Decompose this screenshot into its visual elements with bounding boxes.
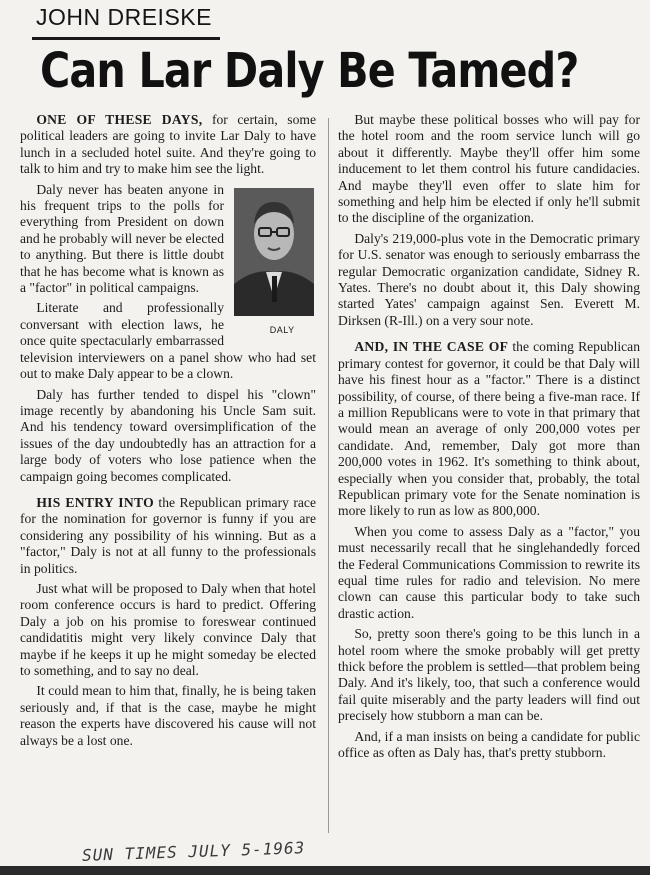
paragraph-3	[338, 339, 640, 519]
paragraph-4	[20, 387, 316, 485]
paragraph-text: But maybe these political bosses who will pay for the hotel room and the room service lunch will go about it differently. Maybe they'll offer him some inducement to let them control his future candidacies. And maybe they'll even offer to slate him for something and help him be elected if only he'll submit to the discipline of the organization.	[338, 112, 640, 226]
paragraph-1	[20, 112, 316, 178]
headline: Can Lar Daly Be Tamed?	[40, 43, 579, 99]
portrait-figure	[232, 188, 316, 338]
byline: JOHN DREISKE	[36, 4, 212, 30]
paragraph-text: the Republican primary race for the nomination for governor is funny if you are considering any possibility of his winning. But as a "factor," Daly is not at all funny to the professionals in politics.	[20, 494, 316, 576]
paragraph-text: It could mean to him that, finally, he is being taken seriously and, if that is the case, maybe he might reason the experts have discovered his cause will not always be a lost one.	[20, 683, 316, 748]
lead-in: AND, IN THE CASE OF	[354, 339, 509, 355]
paragraph-text: Daly never has beaten anyone in his frequent trips to the polls for everything from President on down and he probably will never be elected to anything. But there is little doubt that he has become what is known as a "factor" in political campaigns.	[20, 181, 224, 296]
column-divider	[328, 118, 329, 833]
paragraph-5	[338, 626, 640, 724]
paragraph-7	[20, 683, 316, 749]
paragraph-6	[338, 729, 640, 762]
paragraph-2	[20, 181, 316, 335]
lead-in: HIS ENTRY INTO	[36, 494, 154, 510]
paragraph-5	[20, 495, 316, 577]
right-column	[338, 112, 640, 832]
paragraph-4	[338, 524, 640, 622]
handwritten-note: SUN TIMES JULY 5-1963	[81, 838, 306, 865]
paragraph-text: Daly has further tended to dispel his "clown" image recently by abandoning his Uncle Sam suit. And his tendency toward oversimplification of the issues of the day undoubtedly has an attraction for a large body of voters who lose patience when the campaign going becomes complicated.	[20, 386, 316, 484]
portrait-photo	[234, 188, 314, 316]
left-column	[20, 112, 316, 832]
paragraph-text: So, pretty soon there's going to be this lunch in a hotel room where the smoke probably will get pretty thick before the problem is settled—that problem being Daly. And it's likely, too, that such a conference would fail quite miserably and the party leaders will find out precisely how stubborn a man can be.	[338, 626, 640, 724]
paragraph-6	[20, 581, 316, 679]
paragraph-text: for certain, some political leaders are going to invite Lar Daly to have lunch in a secluded hotel suite. And they're going to talk to him and try to make him see the light.	[20, 112, 316, 177]
paragraph-text: Literate and professionally conversant with election laws, he once quite spectacularly embarrassed television interviewers on a panel show who had set out to make Daly appear to be a clown.	[20, 300, 316, 382]
paragraph-text: And, if a man insists on being a candidate for public office as often as Daly has, that's pretty stubborn.	[338, 728, 640, 761]
paragraph-text: Just what will be proposed to Daly when that hotel room conference occurs is hard to predict. Offering Daly a job on his promise to foreswear continued candidatitis might very likely convince Daly that maybe if he keeps it up he might someday be elected to something, and to say no deal.	[20, 580, 316, 678]
paragraph-text: When you come to assess Daly as a "factor," you must necessarily recall that he singlehandedly forced the Federal Communications Commission to rewrite its equal time rules for radio and television. No mere clown can cause this particular body to take such drastic action.	[338, 523, 640, 621]
photo-caption: DALY	[269, 324, 295, 335]
paragraph-text: the coming Republican primary contest for governor, it could be that Daly will have his finest hour as a "factor." There is a distinct possibility, of course, of there being a five-man race. If a million Republicans were to vote in that primary that would mean an average of only 200,000 votes per candidate. And, remember, Daly got more than 200,000 votes in 1962. It's something to think about, especially when you consider that, probably, the total Republican primary vote for the Senate nomination is more likely to run as low as 800,000.	[338, 339, 640, 519]
paragraph-1	[338, 112, 640, 227]
paragraph-text: Daly's 219,000-plus vote in the Democratic primary for U.S. senator was enough to seriously embarrass the regular Democratic organization candidate, Sidney R. Yates. There's no doubt about it, this Daly showing started Yates' campaign against Sen. Everett M. Dirksen (R-Ill.) on a very sour note.	[338, 230, 640, 328]
paragraph-2	[338, 231, 640, 329]
bottom-edge-band	[0, 866, 650, 875]
lead-in: ONE OF THESE DAYS,	[36, 112, 203, 127]
